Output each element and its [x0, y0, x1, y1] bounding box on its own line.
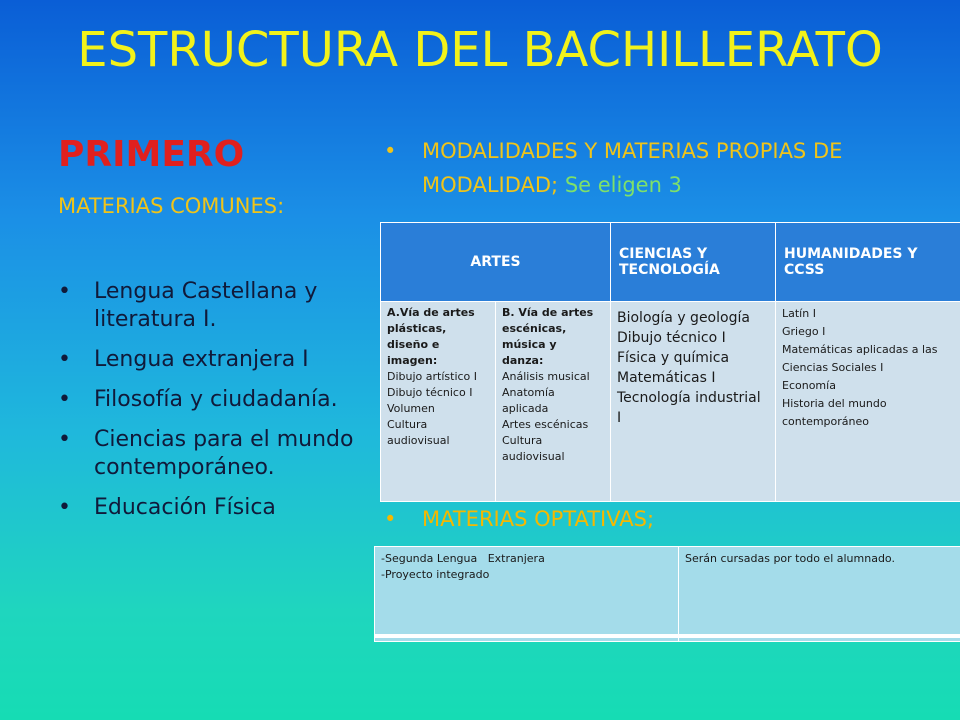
- cell-humanidades: [776, 302, 960, 502]
- ciencias-item: Dibujo técnico I: [617, 330, 726, 346]
- modalidades-note: Se eligen 3: [564, 173, 682, 197]
- optativas-heading: [384, 502, 960, 536]
- artes-a-item: Cultura audiovisual: [387, 418, 450, 447]
- modalidades-table: [380, 222, 960, 502]
- optativa-item: -Segunda Lengua Extranjera: [381, 552, 545, 565]
- list-item: • Lengua Castellana y literatura I.: [58, 278, 358, 334]
- list-item: • Lengua extranjera I: [58, 346, 358, 374]
- humanidades-item: Economía: [782, 379, 836, 392]
- artes-b-title: B. Vía de artes: [502, 306, 594, 319]
- header-artes: ARTES: [381, 223, 611, 302]
- artes-a-title: imagen:: [387, 354, 438, 367]
- list-item: • Ciencias para el mundo contemporáneo.: [58, 426, 358, 482]
- cell-optativas-list: [375, 547, 679, 642]
- humanidades-item: Historia del mundo contemporáneo: [782, 397, 887, 428]
- header-ciencias: CIENCIAS Y TECNOLOGÍA: [611, 223, 776, 302]
- humanidades-item: Griego I: [782, 325, 826, 338]
- humanidades-item: Latín I: [782, 307, 816, 320]
- modalidades-heading-text: MODALIDADES Y MATERIAS PROPIAS DE MODALIDAD;: [422, 139, 843, 197]
- artes-b-item: Cultura audiovisual: [502, 434, 565, 463]
- modalidades-heading: [384, 134, 960, 202]
- ciencias-item: Física y química: [617, 350, 730, 366]
- artes-b-title: música y: [502, 338, 557, 351]
- cell-artes-a: [381, 302, 496, 502]
- materias-comunes-heading: MATERIAS COMUNES:: [58, 194, 285, 218]
- table-bottom-border: [374, 634, 960, 638]
- primero-heading: PRIMERO: [58, 134, 245, 175]
- slide-title: ESTRUCTURA DEL BACHILLERATO: [77, 22, 883, 78]
- artes-b-item: Artes escénicas: [502, 418, 589, 431]
- ciencias-item: Biología y geología: [617, 310, 750, 326]
- cell-optativas-note: Serán cursadas por todo el alumnado.: [679, 547, 960, 642]
- artes-a-item: Dibujo artístico I: [387, 370, 478, 383]
- artes-a-title: plásticas,: [387, 322, 447, 335]
- optativa-item: -Proyecto integrado: [381, 568, 490, 581]
- artes-a-title: diseño e: [387, 338, 440, 351]
- humanidades-item: Matemáticas aplicadas a las Ciencias Sociales I: [782, 343, 938, 374]
- cell-ciencias: [611, 302, 776, 502]
- optativas-table: [374, 546, 960, 642]
- artes-b-title: escénicas,: [502, 322, 567, 335]
- optativas-heading-text: MATERIAS OPTATIVAS;: [422, 507, 655, 531]
- artes-b-title: danza:: [502, 354, 544, 367]
- artes-b-item: Anatomía aplicada: [502, 386, 555, 415]
- bullet-icon: •: [384, 139, 397, 163]
- ciencias-item: Tecnología industrial I: [617, 390, 761, 426]
- list-item: • Educación Física: [58, 494, 358, 522]
- ciencias-item: Matemáticas I: [617, 370, 716, 386]
- artes-b-item: Análisis musical: [502, 370, 590, 383]
- materias-comunes-list: [58, 278, 358, 534]
- artes-a-item: Volumen: [387, 402, 435, 415]
- artes-a-title: A.Vía de artes: [387, 306, 475, 319]
- list-item: • Filosofía y ciudadanía.: [58, 386, 358, 414]
- header-humanidades: HUMANIDADES Y CCSS: [776, 223, 960, 302]
- cell-artes-b: [496, 302, 611, 502]
- artes-a-item: Dibujo técnico I: [387, 386, 473, 399]
- bullet-icon: •: [384, 507, 397, 531]
